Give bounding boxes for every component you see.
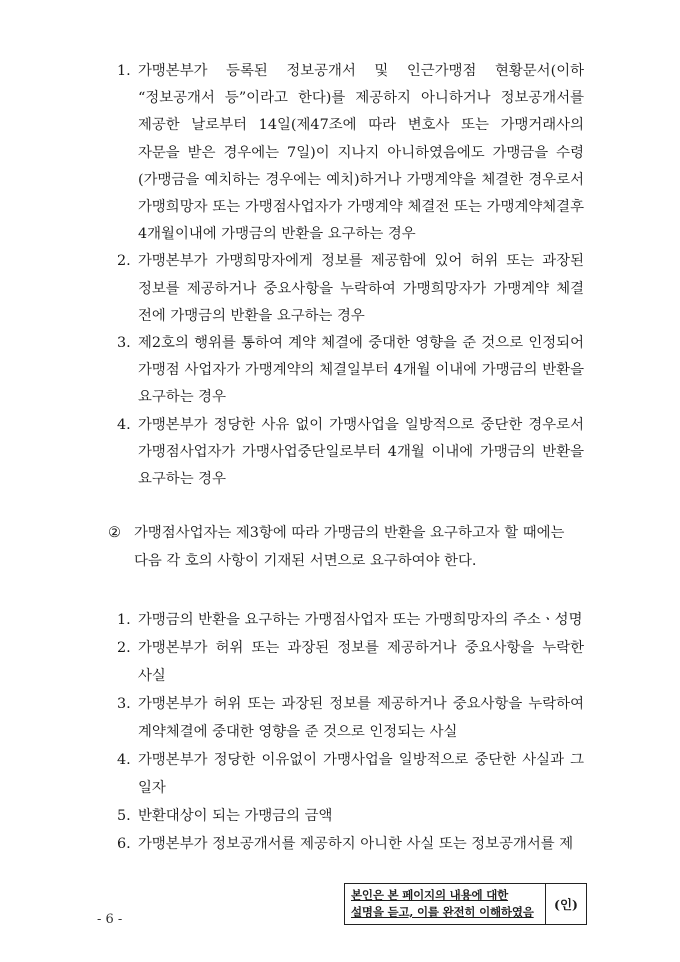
item-number: 3.: [117, 335, 131, 352]
refund-conditions-list: [0, 58, 680, 493]
paragraph-2: [108, 520, 584, 575]
list-item: [0, 248, 584, 330]
item-number: 2.: [117, 640, 131, 656]
item-number: 5.: [117, 808, 131, 824]
list-item: [0, 330, 584, 412]
list-item: [0, 412, 584, 494]
item-number: 1.: [117, 63, 131, 79]
item-text: 가맹본부가 정당한 이유없이 가맹사업을 일방적으로 중단한 사실과 그 일자: [138, 752, 584, 796]
list-item: [0, 58, 584, 248]
item-number: 1.: [117, 612, 131, 628]
page-number: - 6 -: [97, 912, 123, 927]
confirmation-line-2: 설명을 듣고, 이를 완전히 이해하였음: [351, 905, 534, 919]
confirmation-box: [344, 883, 587, 925]
confirmation-text: [345, 884, 546, 924]
paragraph-text: [108, 520, 584, 575]
list-item: [0, 606, 584, 634]
list-item: [0, 830, 584, 858]
item-number: 4.: [117, 416, 131, 433]
item-text: 가맹본부가 허위 또는 과장된 정보를 제공하거나 중요사항을 누락한 사실: [138, 640, 584, 684]
list-item: [0, 634, 584, 690]
item-text: 가맹본부가 허위 또는 과장된 정보를 제공하거나 중요사항을 누락하여 계약체결에 중대한 영향을 준 것으로 인정되는 사실: [138, 696, 584, 740]
item-text: 가맹본부가 등록된 정보공개서 및 인근가맹점 현황문서(이하 “정보공개서 등”이라고 한다)를 제공하지 아니하거나 정보공개서를 제공한 날로부터 14일(제47조에 따라 변호사 또는 가맹거래사의 자문을 받은 경우에는 7일)이 지나지 아니하였음에도 가맹금을 수령(가맹금을 예치하는 경우에는 예치)하거나 가맹계약을 체결한 경우로서 가맹희망자 또는 가맹점사업자가 가맹계약 체결전 또는 가맹계약체결후 4개월이내에 가맹금의 반환을 요구하는 경우: [138, 63, 584, 243]
item-text: 가맹본부가 정보공개서를 제공하지 아니한 사실 또는 정보공개서를 제: [138, 836, 574, 852]
confirmation-line-1: 본인은 본 페이지의 내용에 대한: [351, 888, 509, 902]
item-number: 4.: [117, 752, 131, 768]
item-number: 6.: [117, 836, 131, 852]
item-text: 반환대상이 되는 가맹금의 금액: [138, 808, 333, 824]
list-item: [0, 690, 584, 746]
required-items-list: [0, 606, 680, 858]
item-text: 가맹본부가 가맹희망자에게 정보를 제공함에 있어 허위 또는 과장된 정보를 제공하거나 중요사항을 누락하여 가맹희망자가 가맹계약 체결 전에 가맹금의 반환을 요구하는 경우: [138, 253, 584, 324]
seal-field: (인): [554, 897, 578, 912]
paragraph-marker: ②: [108, 525, 121, 541]
paragraph-line-1: 가맹점사업자는 제3항에 따라 가맹금의 반환을 요구하고자 할 때에는: [134, 525, 565, 541]
item-text: 제2호의 행위를 통하여 계약 체결에 중대한 영향을 준 것으로 인정되어 가맹점 사업자가 가맹계약의 체결일부터 4개월 이내에 가맹금의 반환을 요구하는 경우: [138, 335, 584, 406]
paragraph-line-2: 다음 각 호의 사항이 기재된 서면으로 요구하여야 한다.: [134, 552, 477, 569]
list-item: [0, 802, 584, 830]
item-number: 3.: [117, 696, 131, 712]
item-number: 2.: [117, 253, 131, 270]
item-text: 가맹금의 반환을 요구하는 가맹점사업자 또는 가맹희망자의 주소ㆍ성명: [138, 612, 583, 628]
item-text: 가맹본부가 정당한 사유 없이 가맹사업을 일방적으로 중단한 경우로서 가맹점사업자가 가맹사업중단일로부터 4개월 이내에 가맹금의 반환을 요구하는 경우: [138, 416, 584, 488]
list-item: [0, 746, 584, 802]
